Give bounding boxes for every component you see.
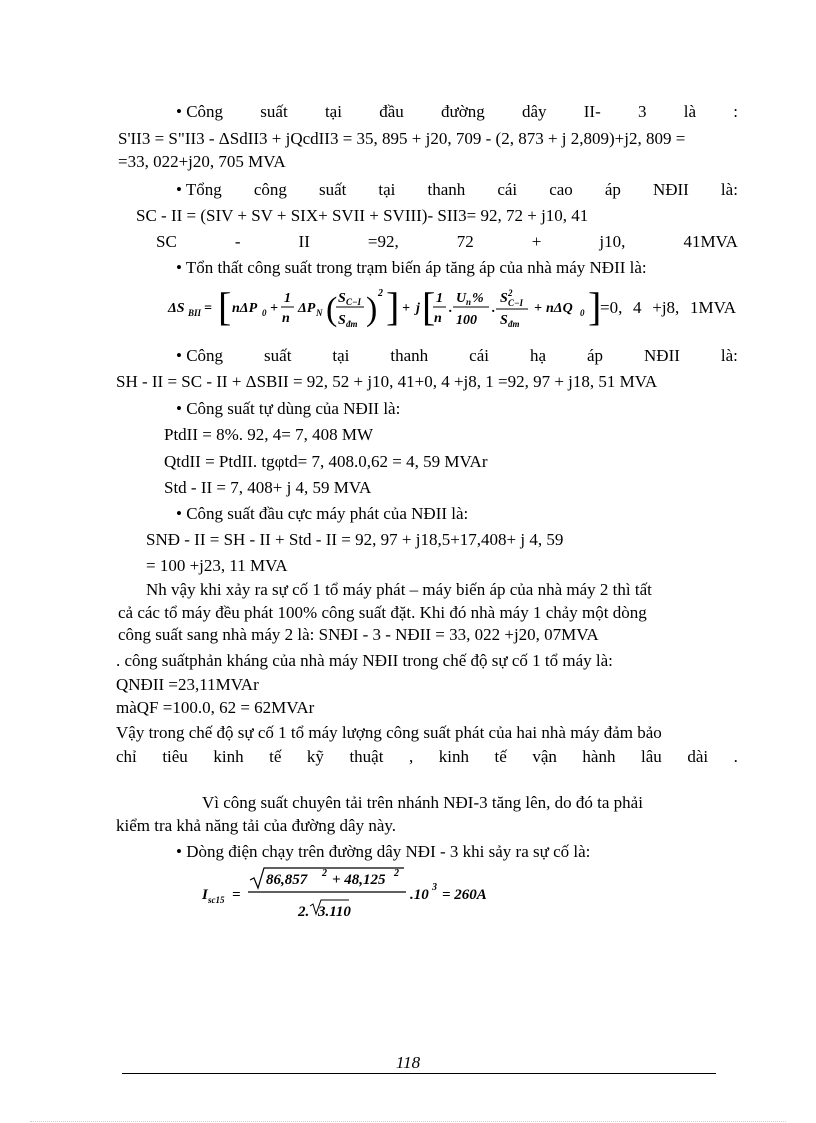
svg-text:86,857: 86,857 <box>266 872 308 888</box>
svg-text:]: ] <box>588 284 602 329</box>
svg-text:S: S <box>338 291 346 306</box>
svg-text:.: . <box>449 301 453 316</box>
svg-text:C−I: C−I <box>508 298 523 308</box>
svg-text:100: 100 <box>456 313 477 328</box>
line-3: =33, 022+j20, 705 MVA <box>118 152 286 171</box>
svg-text:n: n <box>466 297 472 307</box>
svg-text:2: 2 <box>322 868 327 879</box>
svg-text:0: 0 <box>262 308 267 318</box>
line-4: • Tổng công suất tại thanh cái cao áp NĐII là: <box>176 180 738 199</box>
svg-text:I: I <box>202 887 208 903</box>
svg-text:(: ( <box>326 291 338 328</box>
svg-text:+: + <box>270 301 278 316</box>
line-24: chỉ tiêu kinh tế kỹ thuật , kinh tế vận hành lâu dài . <box>116 747 738 766</box>
svg-text:sc15: sc15 <box>208 895 225 905</box>
svg-text:2.: 2. <box>298 904 310 920</box>
line-16: = 100 +j23, 11 MVA <box>146 556 288 575</box>
line-20: . công suấtphản kháng của nhà máy NĐII trong chế độ sự cố 1 tổ máy là: <box>116 651 613 670</box>
svg-text:S: S <box>500 313 508 328</box>
svg-text:.10: .10 <box>410 887 429 903</box>
current-formula <box>202 866 502 924</box>
svg-text:nΔP: nΔP <box>232 301 258 316</box>
svg-text:%: % <box>472 291 484 306</box>
svg-text:U: U <box>456 291 467 306</box>
page-number: 118 <box>395 1053 421 1072</box>
svg-text:2: 2 <box>394 868 399 879</box>
svg-text:=: = <box>204 301 212 316</box>
line-26: kiểm tra khả năng tải của đường dây này. <box>116 816 397 835</box>
line-8: • Công suất tại thanh cái hạ áp NĐII là: <box>176 346 738 365</box>
svg-text:j: j <box>416 301 420 316</box>
svg-text:n: n <box>434 311 442 326</box>
svg-text:2: 2 <box>378 288 383 299</box>
svg-text:ΔP: ΔP <box>298 301 316 316</box>
svg-text:+ 48,125: + 48,125 <box>332 872 386 888</box>
line-22: màQF =100.0, 62 = 62MVAr <box>116 698 315 717</box>
line-2: S'II3 = S"II3 - ΔSdII3 + jQcdII3 = 35, 895 + j20, 709 - (2, 873 + j 2,809)+j2, 809 = <box>118 129 686 148</box>
svg-text:+: + <box>402 301 410 316</box>
line-27: • Dòng điện chạy trên đường dây NĐI - 3 khi sảy ra sự cố là: <box>176 842 591 861</box>
line-19: công suất sang nhà máy 2 là: SNĐI - 3 - NĐII = 33, 022 +j20, 07MVA <box>118 625 599 644</box>
svg-text:+: + <box>534 301 542 316</box>
line-23: Vậy trong chế độ sự cố 1 tổ máy lượng công suất phát của hai nhà máy đảm bảo <box>116 723 662 742</box>
line-17: Nh vậy khi xảy ra sự cố 1 tổ máy phát – máy biến áp của nhà máy 2 thì tất <box>146 580 652 599</box>
svg-text:C−I: C−I <box>346 297 361 307</box>
line-5: SC - II = (SIV + SV + SIX+ SVII + SVIII)- SII3= 92, 72 + j10, 41 <box>136 206 589 225</box>
line-11: PtdII = 8%. 92, 4= 7, 408 MW <box>164 425 373 444</box>
svg-text:n: n <box>282 311 290 326</box>
svg-text:S: S <box>500 291 508 306</box>
line-21: QNĐII =23,11MVAr <box>116 675 259 694</box>
svg-text:0: 0 <box>580 308 585 318</box>
svg-text:S: S <box>338 313 346 328</box>
svg-text:đm: đm <box>346 319 358 329</box>
svg-text:[: [ <box>218 284 232 329</box>
line-1: • Công suất tại đầu đường dây II- 3 là : <box>176 102 738 121</box>
line-10: • Công suất tự dùng của NĐII là: <box>176 399 401 418</box>
svg-text:= 260A: = 260A <box>442 887 487 903</box>
svg-text:nΔQ: nΔQ <box>546 301 573 316</box>
line-7: • Tổn thất công suất trong trạm biến áp tăng áp của nhà máy NĐII là: <box>176 258 647 277</box>
svg-text:1: 1 <box>436 291 443 306</box>
current-formula-graphic <box>202 866 502 924</box>
svg-text:.: . <box>492 301 496 316</box>
svg-text:3.110: 3.110 <box>318 904 351 920</box>
line-14: • Công suất đầu cực máy phát của NĐII là: <box>176 504 469 523</box>
svg-text:2: 2 <box>508 288 513 298</box>
svg-text:N: N <box>316 308 323 318</box>
svg-text:3: 3 <box>432 882 437 893</box>
line-9: SH - II = SC - II + ΔSBII = 92, 52 + j10, 41+0, 4 +j8, 1 =92, 97 + j18, 51 MVA <box>116 372 658 391</box>
page-bottom-dotted-line <box>30 1121 786 1122</box>
footer-rule <box>122 1073 716 1074</box>
svg-text:[: [ <box>422 284 436 329</box>
svg-text:1: 1 <box>284 291 291 306</box>
transformer-loss-formula <box>166 282 738 334</box>
svg-text:): ) <box>366 291 378 328</box>
line-15: SNĐ - II = SH - II + Std - II = 92, 97 + j18,5+17,408+ j 4, 59 <box>146 530 564 549</box>
svg-text:đm: đm <box>508 319 520 329</box>
line-13: Std - II = 7, 408+ j 4, 59 MVA <box>164 478 372 497</box>
line-18: cả các tổ máy đều phát 100% công suất đặt. Khi đó nhà máy 1 chảy một dòng <box>118 603 647 622</box>
line-25: Vì công suất chuyên tải trên nhánh NĐI-3 tăng lên, do đó ta phải <box>202 793 643 812</box>
line-12: QtdII = PtdII. tgφtd= 7, 408.0,62 = 4, 59 MVAr <box>164 452 488 471</box>
line-6: SC - II =92, 72 + j10, 41MVA <box>156 232 738 251</box>
svg-text:BII: BII <box>188 308 202 318</box>
transformer-loss-result: =0, 4 +j8, 1MVA <box>600 298 736 317</box>
svg-text:ΔS: ΔS <box>168 301 185 316</box>
svg-text:]: ] <box>386 284 400 329</box>
svg-text:=: = <box>232 887 241 903</box>
